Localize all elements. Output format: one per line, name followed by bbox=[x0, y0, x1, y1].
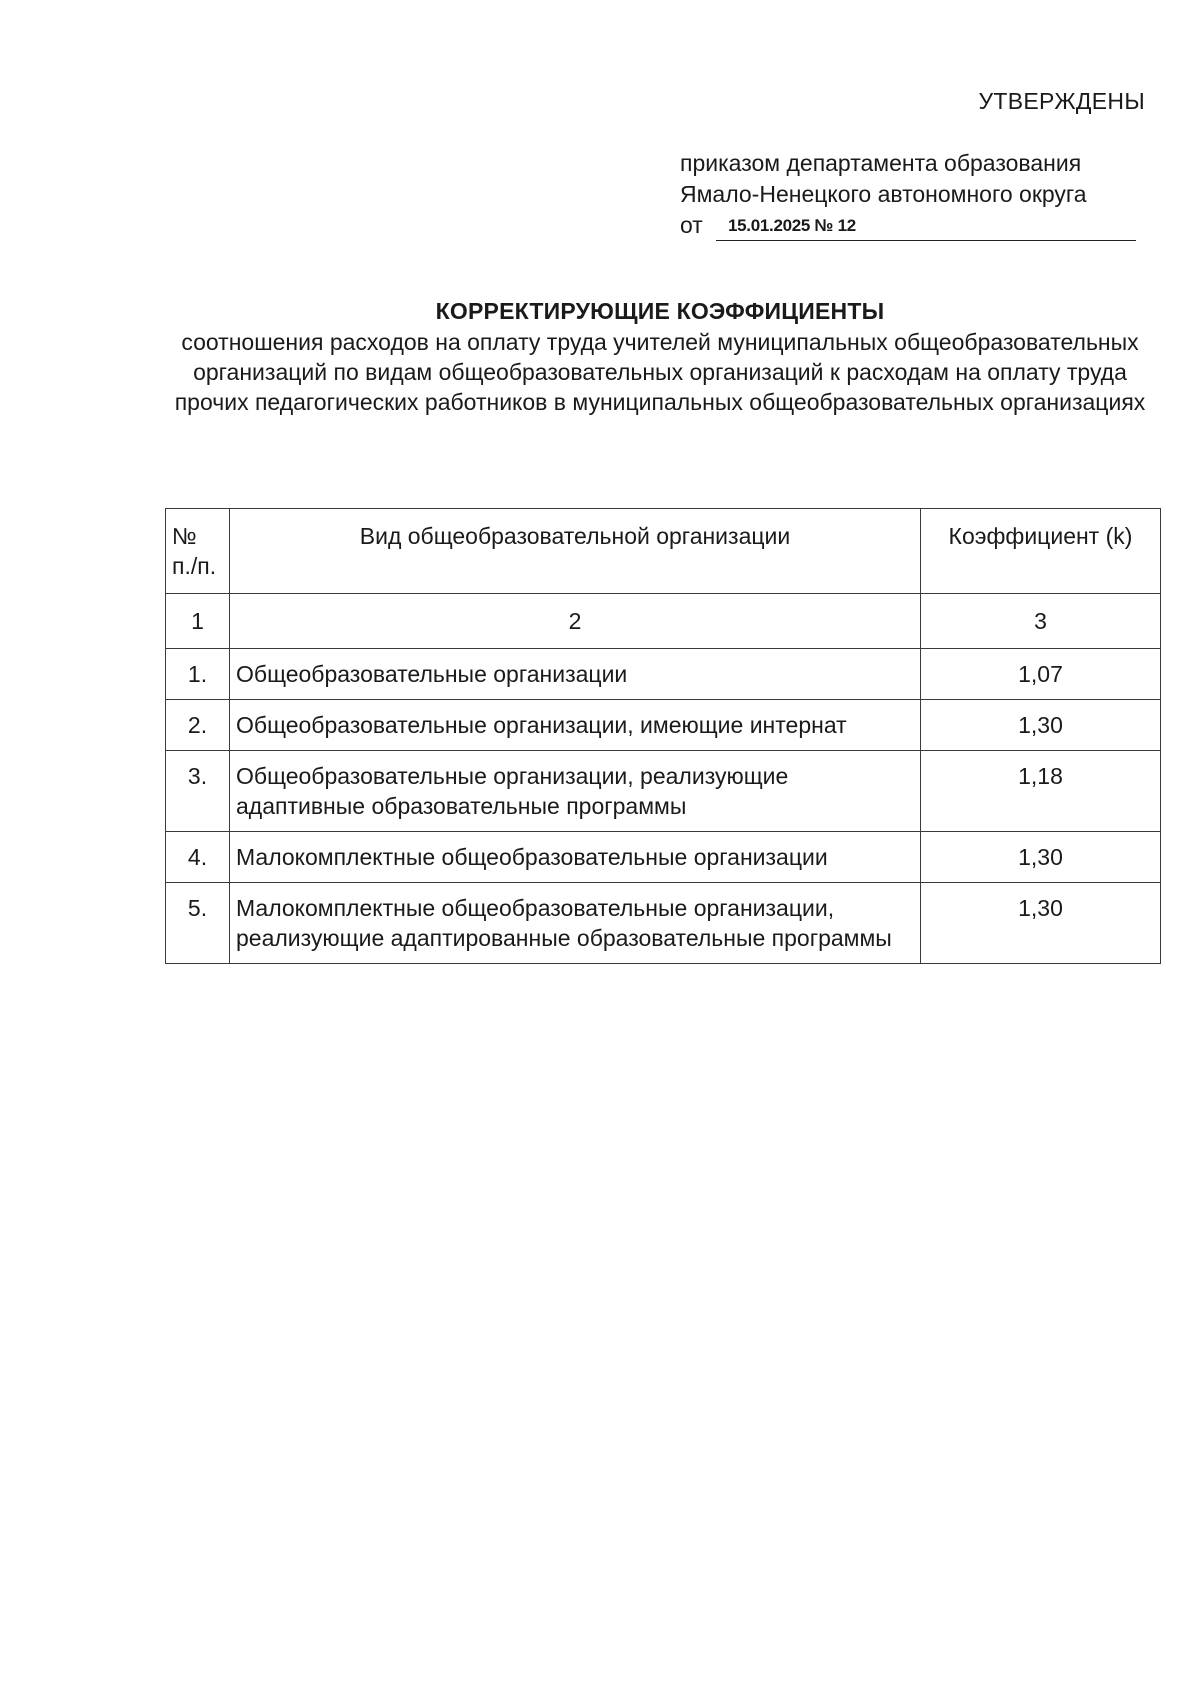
row-coefficient: 1,30 bbox=[921, 700, 1161, 751]
column-index-3: 3 bbox=[921, 594, 1161, 649]
coefficients-table bbox=[165, 508, 1161, 964]
table-index-row bbox=[166, 594, 1161, 649]
row-number: 1. bbox=[166, 649, 230, 700]
row-coefficient: 1,18 bbox=[921, 751, 1161, 832]
date-prefix: от bbox=[680, 212, 703, 238]
row-organization-type: Общеобразовательные организации, реализующие адаптивные образовательные программы bbox=[230, 751, 921, 832]
row-organization-type: Малокомплектные общеобразовательные организации, реализующие адаптированные образовательные программы bbox=[230, 883, 921, 964]
table-header-row bbox=[166, 509, 1161, 594]
approval-block bbox=[680, 148, 1150, 241]
document-subtitle: соотношения расходов на оплату труда учителей муниципальных общеобразовательных организаций по видам общеобразовательных организаций к расходам на оплату труда прочих педагогических работников в муниципальных общеобразовательных организациях bbox=[174, 329, 1146, 415]
approval-date-line bbox=[680, 210, 1150, 241]
table-row bbox=[166, 751, 1161, 832]
row-number: 2. bbox=[166, 700, 230, 751]
row-coefficient: 1,07 bbox=[921, 649, 1161, 700]
row-organization-type: Малокомплектные общеобразовательные организации bbox=[230, 832, 921, 883]
column-index-2: 2 bbox=[230, 594, 921, 649]
row-number: 4. bbox=[166, 832, 230, 883]
order-date-number: 15.01.2025 № 12 bbox=[728, 216, 856, 235]
table-row bbox=[166, 649, 1161, 700]
approval-line-2: Ямало-Ненецкого автономного округа bbox=[680, 181, 1087, 207]
row-organization-type: Общеобразовательные организации, имеющие интернат bbox=[230, 700, 921, 751]
column-index-1: 1 bbox=[166, 594, 230, 649]
row-coefficient: 1,30 bbox=[921, 883, 1161, 964]
approval-title: УТВЕРЖДЕНЫ bbox=[978, 88, 1145, 114]
row-coefficient: 1,30 bbox=[921, 832, 1161, 883]
header-coefficient: Коэффициент (k) bbox=[921, 509, 1161, 594]
header-type: Вид общеобразовательной организации bbox=[230, 509, 921, 594]
table-row bbox=[166, 832, 1161, 883]
row-number: 3. bbox=[166, 751, 230, 832]
header-num: № п./п. bbox=[166, 509, 230, 594]
table-row bbox=[166, 883, 1161, 964]
table-row bbox=[166, 700, 1161, 751]
row-organization-type: Общеобразовательные организации bbox=[230, 649, 921, 700]
approval-line-1: приказом департамента образования bbox=[680, 150, 1082, 176]
document-title: КОРРЕКТИРУЮЩИЕ КОЭФФИЦИЕНТЫ bbox=[435, 298, 885, 324]
row-number: 5. bbox=[166, 883, 230, 964]
document-heading bbox=[150, 296, 1170, 417]
